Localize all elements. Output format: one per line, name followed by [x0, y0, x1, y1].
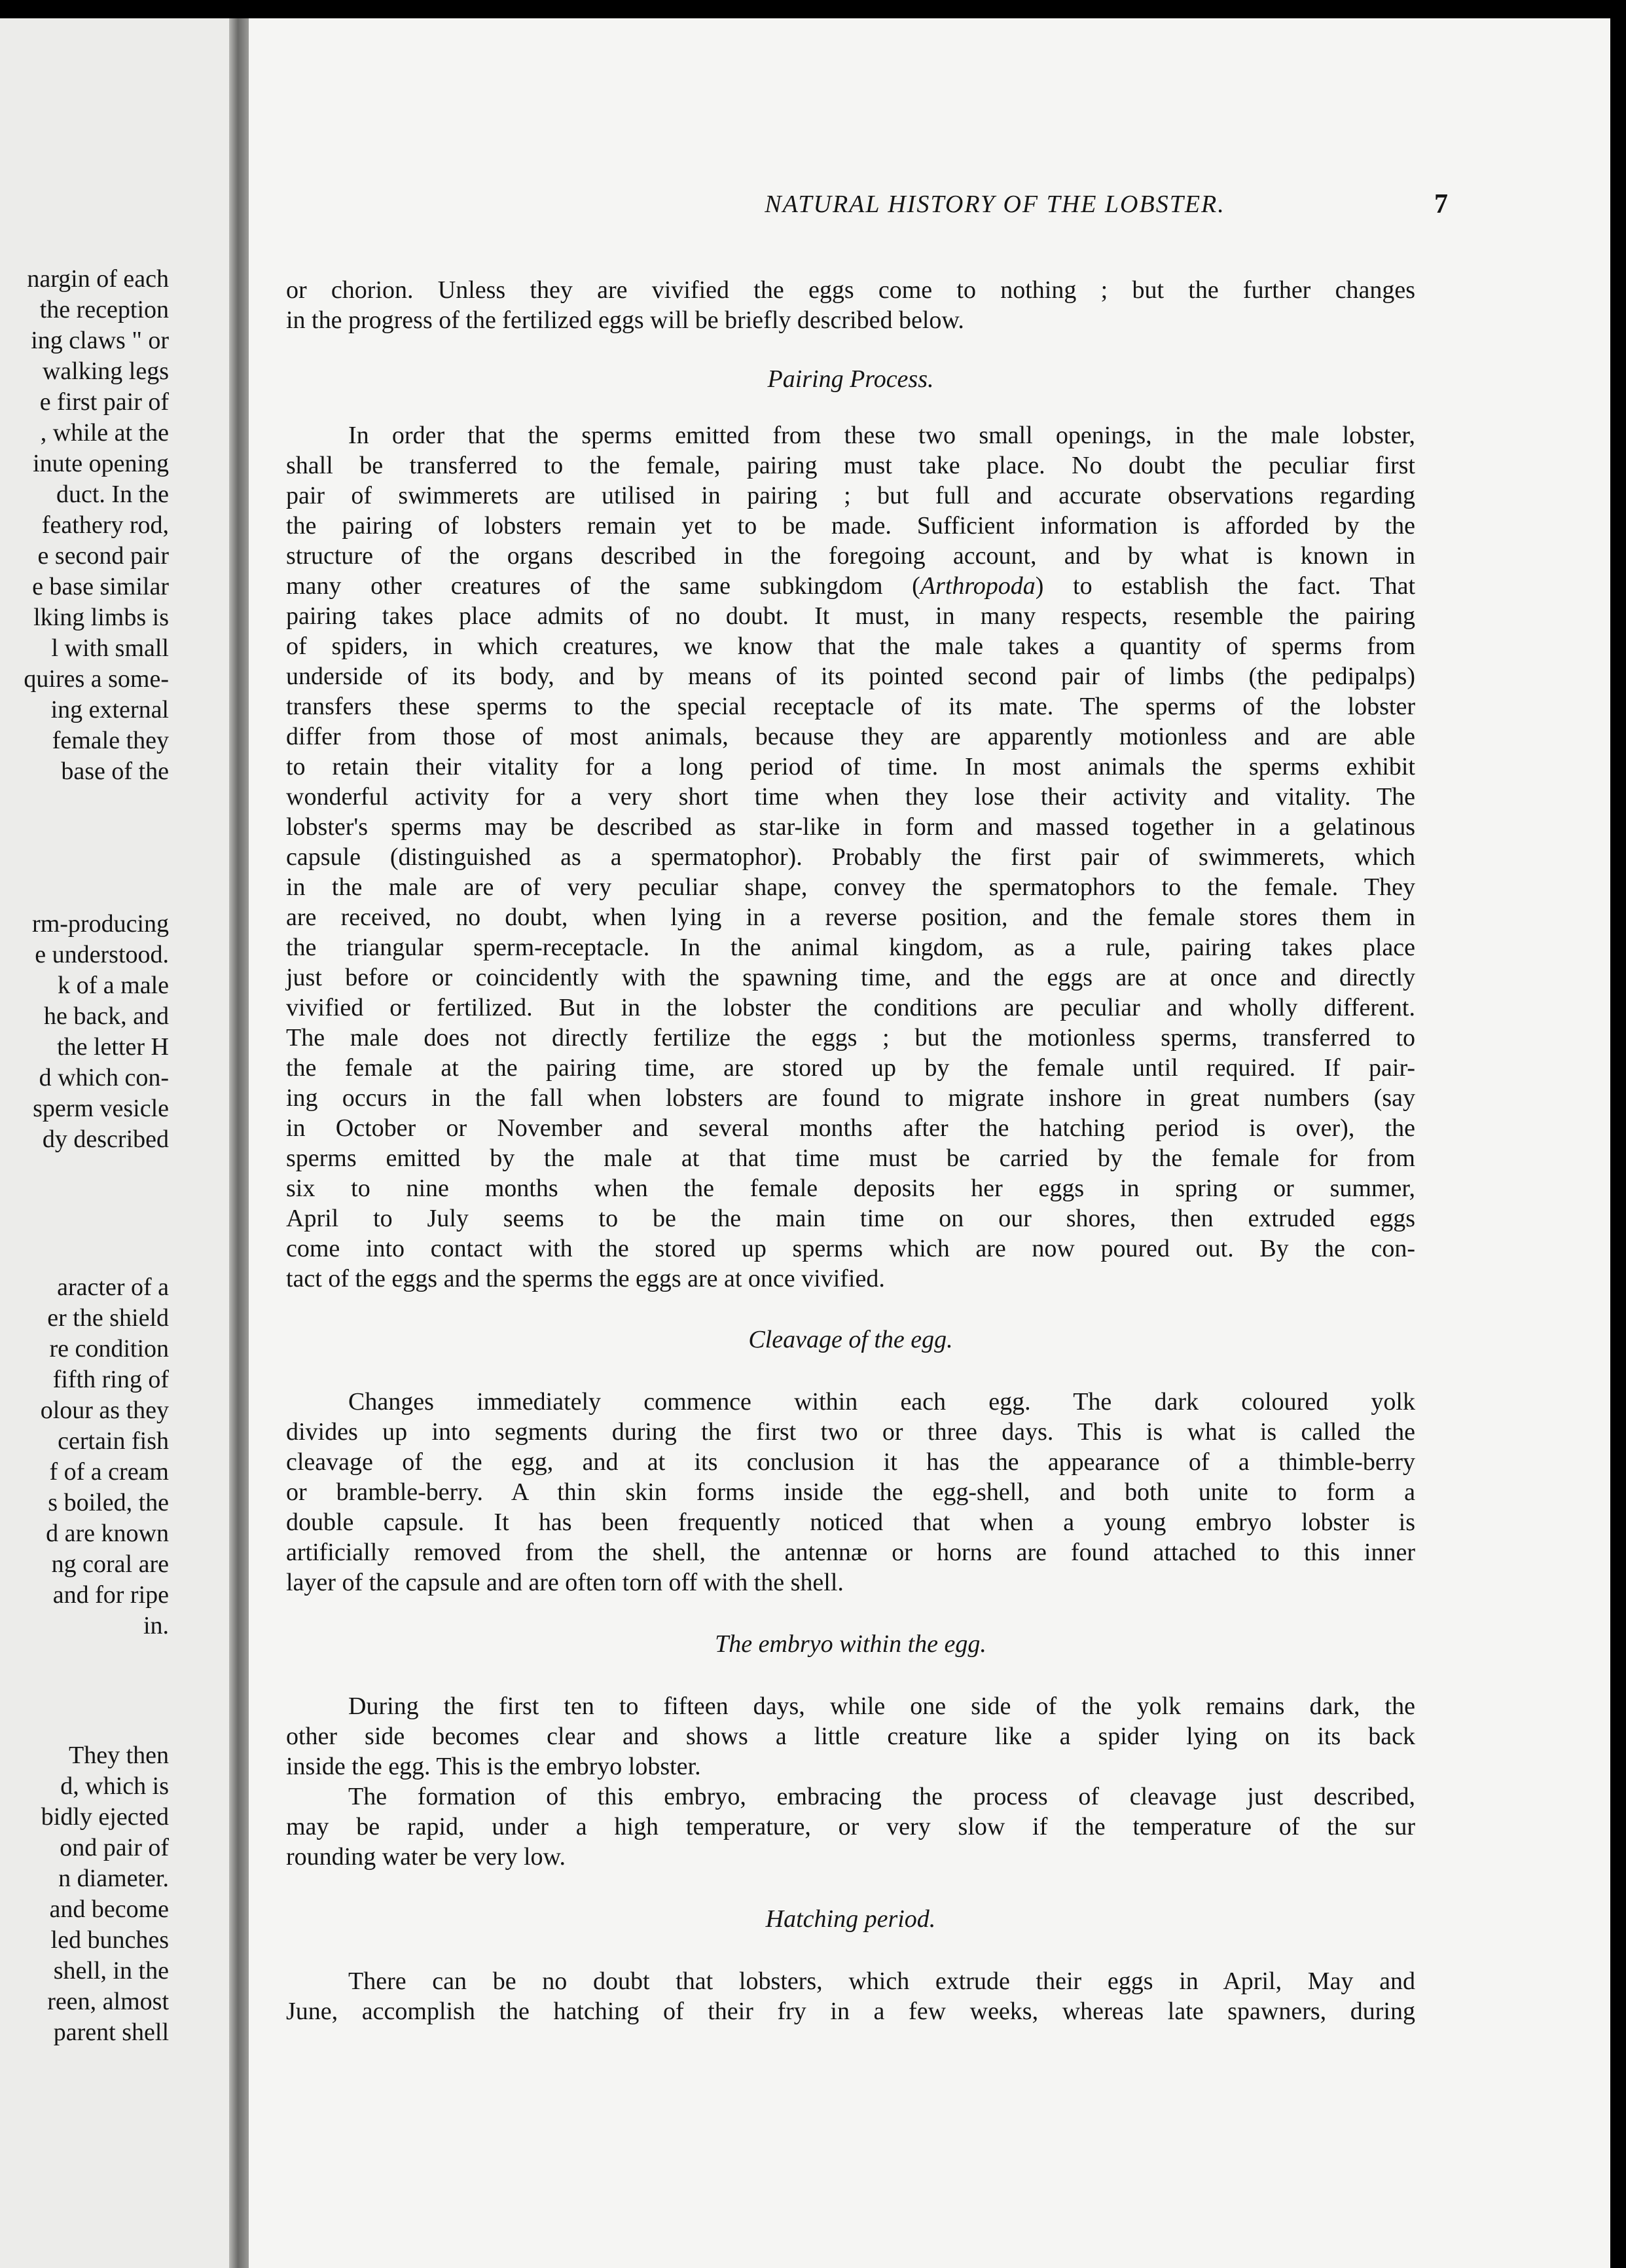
page-number: 7	[1434, 189, 1448, 219]
scan-right-border	[1610, 18, 1626, 2268]
body-line: During the first ten to fifteen days, while one side of the yolk remains dark, the	[348, 1692, 1415, 1720]
left-fragment-line: e base similar	[32, 573, 169, 600]
body-line: June, accomplish the hatching of their fry in a few weeks, whereas late spawners, during	[286, 1998, 1415, 2025]
body-line: The male does not directly fertilize the eggs ; but the motionless sperms, transferred to	[286, 1024, 1415, 1052]
body-line: In order that the sperms emitted from these two small openings, in the male lobster,	[348, 422, 1415, 449]
body-line: underside of its body, and by means of its pointed second pair of limbs (the pedipalps)	[286, 663, 1415, 690]
right-page	[249, 18, 1610, 2268]
body-line: transfers these sperms to the special receptacle of its mate. The sperms of the lobster	[286, 693, 1415, 720]
left-fragment-line: the letter H	[57, 1033, 169, 1061]
left-fragment-line: female they	[52, 727, 169, 754]
left-fragment-line: aracter of a	[57, 1273, 169, 1301]
left-fragment-line: and for ripe	[52, 1581, 169, 1609]
left-fragment-line: dy described	[42, 1125, 169, 1153]
left-fragment-line: inute opening	[33, 450, 169, 477]
left-fragment-line: nargin of each	[27, 265, 169, 293]
left-fragment-line: reen, almost	[47, 1988, 169, 2015]
book-gutter	[229, 18, 249, 2268]
body-line: six to nine months when the female deposits her eggs in spring or summer,	[286, 1175, 1415, 1202]
body-line: April to July seems to be the main time on our shores, then extruded eggs	[286, 1205, 1415, 1232]
left-facing-page	[0, 18, 229, 2268]
body-line: or bramble-berry. A thin skin forms inside the egg-shell, and both unite to form a	[286, 1478, 1415, 1506]
left-fragment-line: s boiled, the	[48, 1489, 169, 1516]
left-fragment-line: led bunches	[50, 1926, 169, 1954]
body-line: capsule (distinguished as a spermatophor). Probably the first pair of swimmerets, which	[286, 843, 1415, 871]
body-line: sperms emitted by the male at that time must be carried by the female for from	[286, 1144, 1415, 1172]
body-line: other side becomes clear and shows a little creature like a spider lying on its back	[286, 1723, 1415, 1750]
body-line: in the progress of the fertilized eggs will be briefly described below.	[286, 306, 964, 334]
section-heading-cleavage: Cleavage of the egg.	[748, 1326, 953, 1353]
body-line: The formation of this embryo, embracing the process of cleavage just described,	[348, 1783, 1415, 1810]
left-fragment-line: ing external	[50, 696, 169, 723]
left-fragment-line: k of a male	[58, 972, 169, 999]
body-line: structure of the organs described in the foregoing account, and by what is known in	[286, 542, 1415, 570]
running-head: NATURAL HISTORY OF THE LOBSTER.	[765, 191, 1225, 218]
body-line: the female at the pairing time, are stored up by the female until required. If pair-	[286, 1054, 1415, 1082]
body-line: Changes immediately commence within each egg. The dark coloured yolk	[348, 1388, 1415, 1416]
section-heading-hatching: Hatching period.	[765, 1905, 936, 1933]
left-fragment-line: feathery rod,	[41, 511, 169, 539]
left-fragment-line: d are known	[46, 1520, 169, 1547]
left-fragment-line: olour as they	[40, 1397, 169, 1424]
left-fragment-line: f of a cream	[49, 1458, 169, 1486]
scan-top-border	[0, 0, 1626, 18]
left-fragment-line: base of the	[61, 758, 169, 785]
body-line: lobster's sperms may be described as star-like in form and massed together in a gelatinous	[286, 813, 1415, 841]
left-fragment-line: ond pair of	[60, 1834, 169, 1861]
left-fragment-line: fifth ring of	[52, 1366, 169, 1393]
body-line: wonderful activity for a very short time when they lose their activity and vitality. The	[286, 783, 1415, 811]
body-line: of spiders, in which creatures, we know that the male takes a quantity of sperms from	[286, 632, 1415, 660]
body-line: or chorion. Unless they are vivified the eggs come to nothing ; but the further changes	[286, 276, 1415, 304]
body-line: layer of the capsule and are often torn off with the shell.	[286, 1569, 844, 1596]
body-line: are received, no doubt, when lying in a reverse position, and the female stores them in	[286, 904, 1415, 931]
body-line: ing occurs in the fall when lobsters are found to migrate inshore in great numbers (say	[286, 1084, 1415, 1112]
body-line: in the male are of very peculiar shape, convey the spermatophors to the female. They	[286, 873, 1415, 901]
body-line: artificially removed from the shell, the antennæ or horns are found attached to this inner	[286, 1539, 1415, 1566]
left-fragment-line: and become	[49, 1895, 169, 1923]
left-fragment-line: n diameter.	[58, 1865, 169, 1892]
body-line: tact of the eggs and the sperms the eggs are at once vivified.	[286, 1265, 885, 1292]
left-fragment-line: d which con-	[39, 1064, 169, 1091]
left-fragment-line: walking legs	[42, 357, 169, 385]
body-line: cleavage of the egg, and at its conclusion it has the appearance of a thimble-berry	[286, 1448, 1415, 1476]
left-fragment-line: the reception	[39, 296, 169, 323]
body-line: pair of swimmerets are utilised in pairing ; but full and accurate observations regarding	[286, 482, 1415, 509]
body-line: many other creatures of the same subkingdom (Arthropoda) to establish the fact. That	[286, 572, 1416, 600]
left-fragment-line: l with small	[51, 634, 169, 662]
left-fragment-line: er the shield	[47, 1304, 169, 1332]
left-fragment-line: certain fish	[58, 1427, 169, 1455]
body-line: rounding water be very low.	[286, 1843, 566, 1871]
body-line: vivified or fertilized. But in the lobster the conditions are peculiar and wholly different.	[286, 994, 1415, 1021]
section-heading-embryo: The embryo within the egg.	[715, 1630, 986, 1658]
body-line: the pairing of lobsters remain yet to be made. Sufficient information is afforded by the	[286, 512, 1415, 540]
section-heading-pairing-process: Pairing Process.	[767, 365, 934, 393]
body-line: to retain their vitality for a long period of time. In most animals the sperms exhibit	[286, 753, 1415, 780]
left-fragment-line: he back, and	[44, 1002, 169, 1030]
left-fragment-line: sperm vesicle	[33, 1095, 169, 1122]
left-fragment-line: e first pair of	[39, 388, 169, 416]
body-line: double capsule. It has been frequently noticed that when a young embryo lobster is	[286, 1509, 1415, 1536]
body-line: in October or November and several months after the hatching period is over), the	[286, 1114, 1415, 1142]
body-line: pairing takes place admits of no doubt. It must, in many respects, resemble the pairing	[286, 602, 1415, 630]
left-fragment-line: rm-producing	[32, 910, 169, 938]
left-fragment-line: quires a some-	[24, 665, 169, 693]
body-line: divides up into segments during the first two or three days. This is what is called the	[286, 1418, 1415, 1446]
body-line: come into contact with the stored up sperms which are now poured out. By the con-	[286, 1235, 1415, 1262]
left-fragment-line: shell, in the	[53, 1957, 169, 1985]
left-fragment-line: e second pair	[37, 542, 169, 570]
body-line: may be rapid, under a high temperature, or very slow if the temperature of the sur	[286, 1813, 1415, 1840]
body-line: There can be no doubt that lobsters, which extrude their eggs in April, May and	[348, 1967, 1415, 1995]
left-fragment-line: d, which is	[60, 1772, 169, 1800]
body-line: the triangular sperm-receptacle. In the animal kingdom, as a rule, pairing takes place	[286, 934, 1415, 961]
left-fragment-line: lking limbs is	[33, 604, 169, 631]
left-fragment-line: They then	[68, 1742, 169, 1769]
body-line: inside the egg. This is the embryo lobster.	[286, 1753, 701, 1780]
body-line: differ from those of most animals, because they are apparently motionless and are able	[286, 723, 1415, 750]
left-fragment-line: ng coral are	[51, 1550, 169, 1578]
italic-term: Arthropoda	[920, 572, 1036, 600]
left-fragment-line: duct. In the	[56, 481, 169, 508]
body-line: just before or coincidently with the spawning time, and the eggs are at once and directly	[286, 964, 1415, 991]
left-fragment-line: re condition	[49, 1335, 169, 1363]
left-fragment-line: parent shell	[53, 2019, 169, 2046]
left-fragment-line: e understood.	[35, 941, 169, 968]
left-fragment-line: , while at the	[40, 419, 169, 447]
left-fragment-line: in.	[143, 1612, 169, 1639]
body-line: shall be transferred to the female, pairing must take place. No doubt the peculiar first	[286, 452, 1415, 479]
left-fragment-line: bidly ejected	[41, 1803, 169, 1831]
left-fragment-line: ing claws " or	[31, 327, 169, 354]
